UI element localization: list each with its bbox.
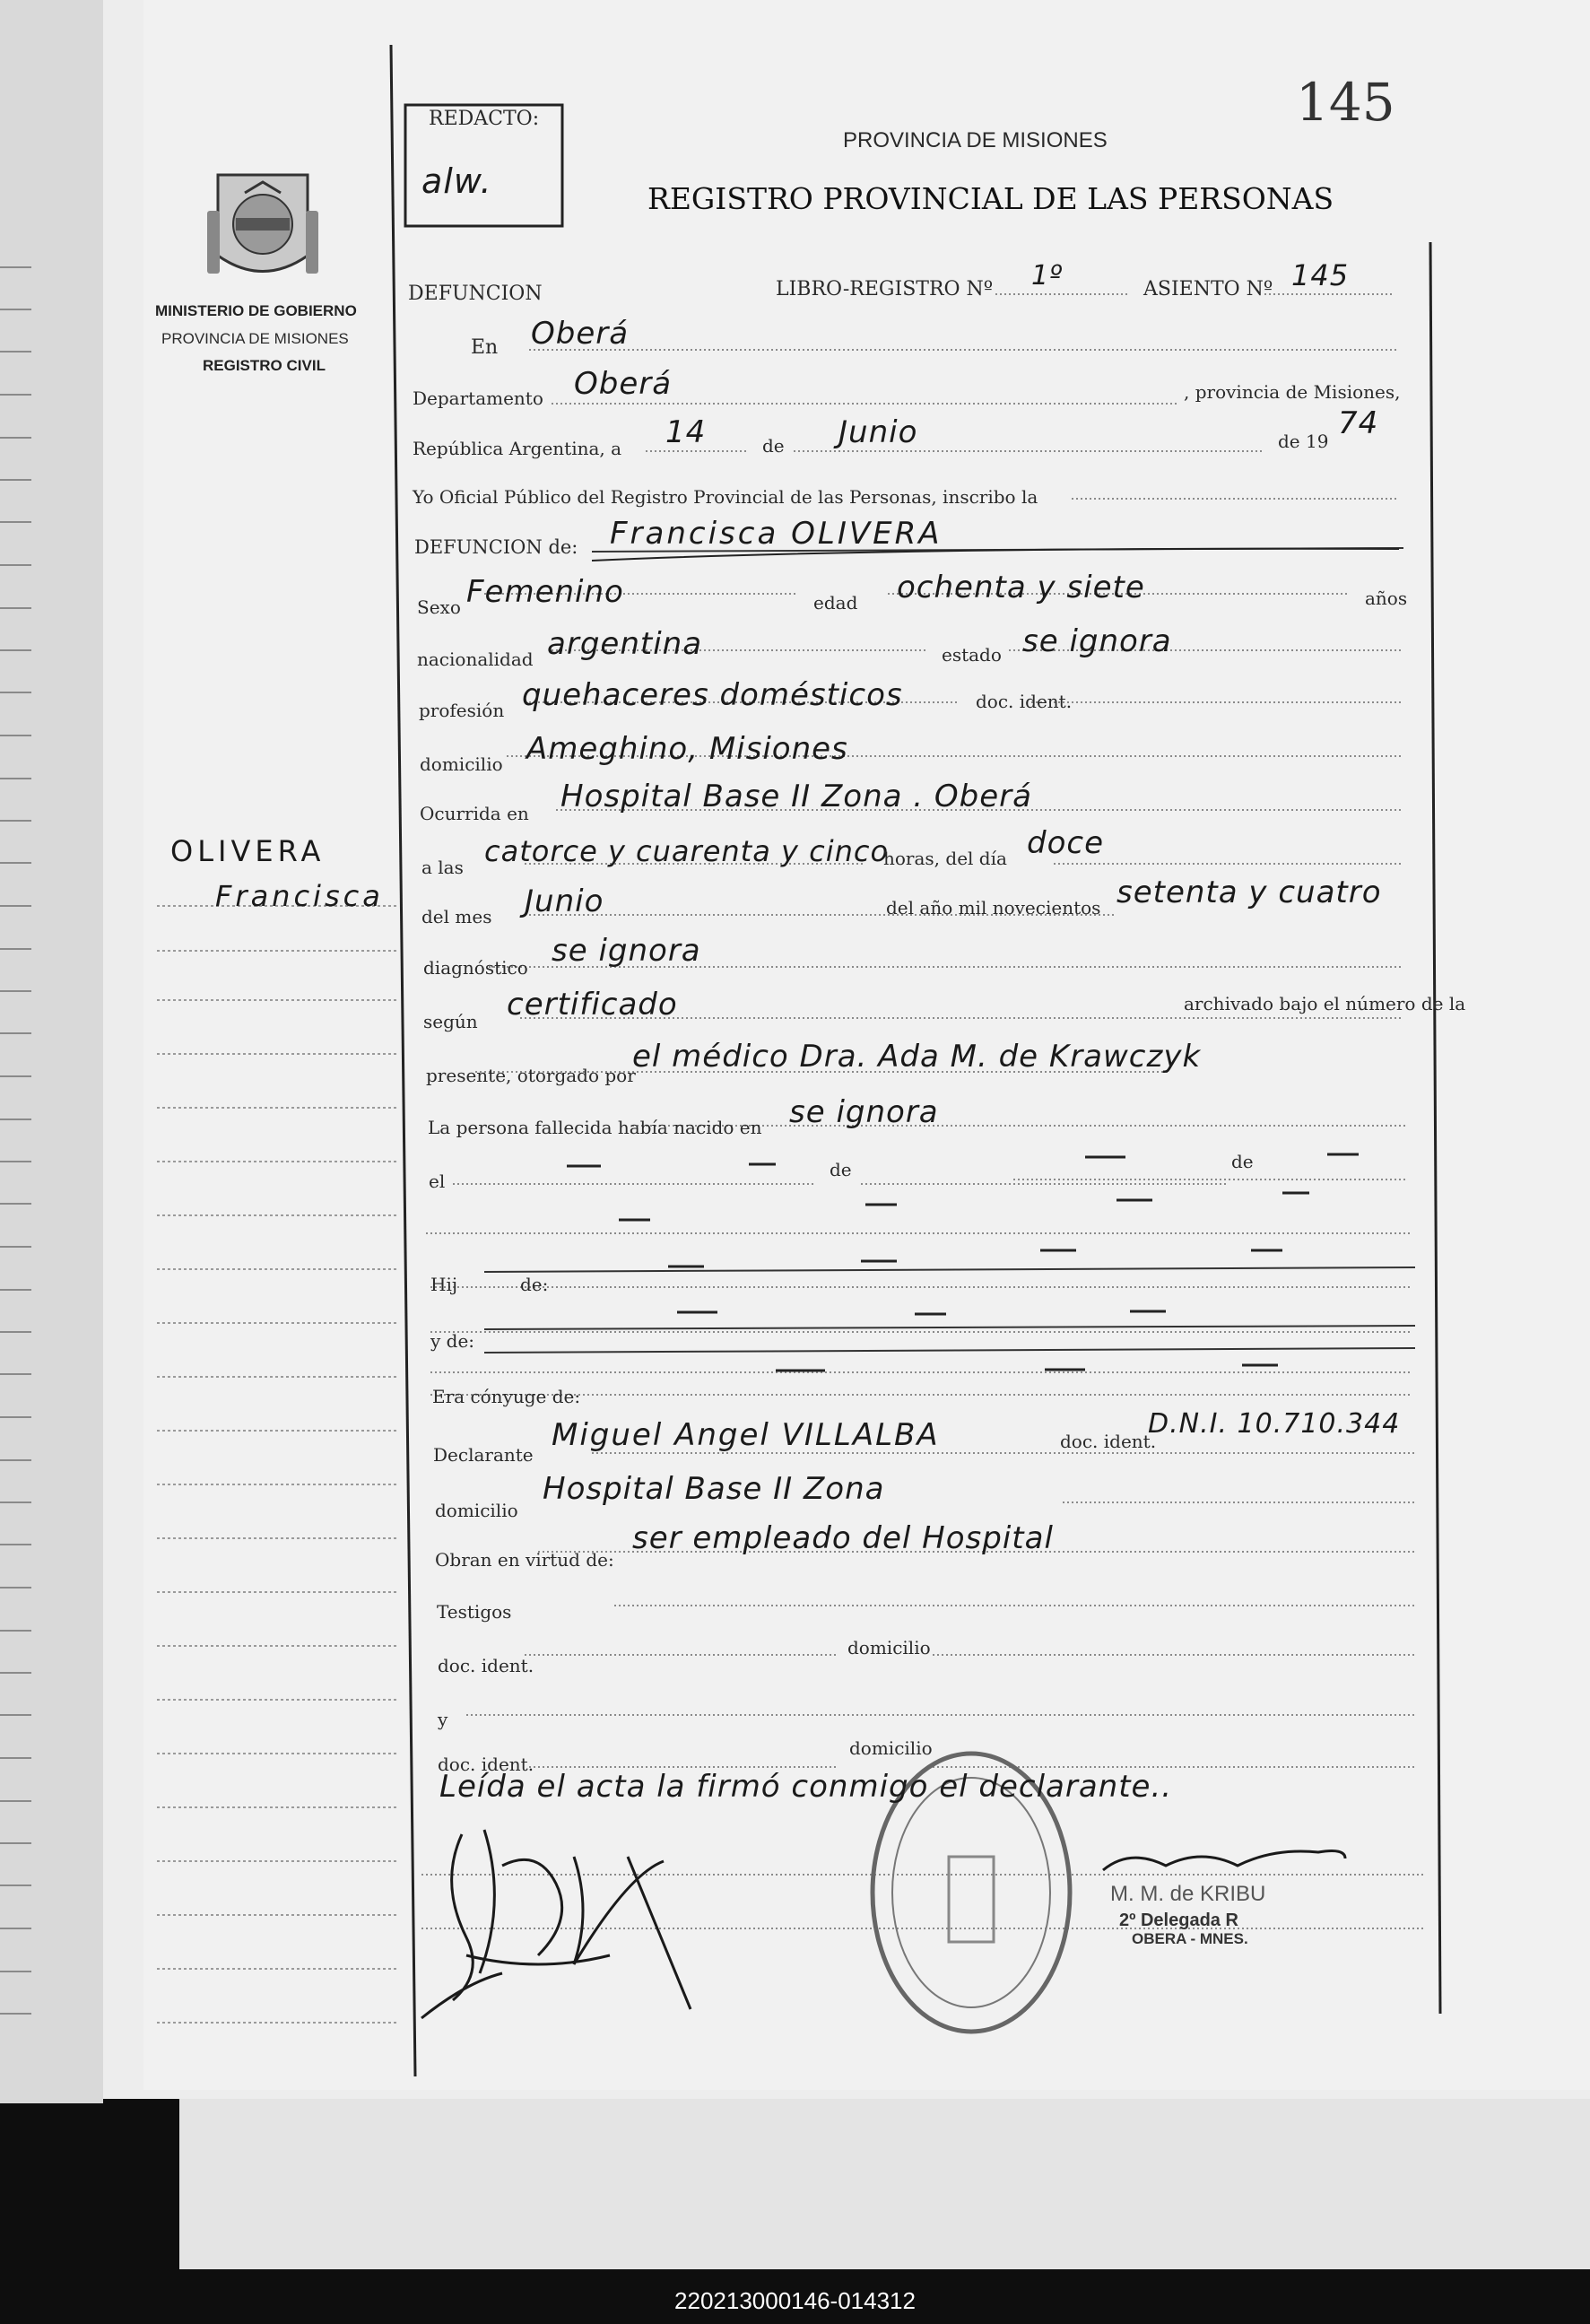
month-value: Junio bbox=[838, 414, 918, 450]
page-number: 145 bbox=[1296, 72, 1395, 133]
sexo-label: Sexo bbox=[417, 596, 461, 618]
departamento-value: Oberá bbox=[574, 366, 673, 402]
t-docident-label: doc. ident. bbox=[438, 1655, 534, 1676]
obran-label: Obran en virtud de: bbox=[435, 1549, 614, 1571]
edad-value: ochenta y siete bbox=[897, 570, 1145, 605]
republica-label: República Argentina, a bbox=[413, 438, 622, 459]
obran-value: ser empleado del Hospital bbox=[632, 1520, 1054, 1556]
delmes-label: del mes bbox=[421, 906, 492, 927]
oficial-text: Yo Oficial Público del Registro Provincial de las Personas, inscribo la bbox=[413, 486, 1038, 508]
de3-label: de bbox=[1231, 1151, 1254, 1172]
segun-value: certificado bbox=[507, 987, 678, 1023]
ministry-label: MINISTERIO DE GOBIERNO bbox=[155, 302, 357, 319]
nacido-value: se ignora bbox=[789, 1094, 939, 1130]
hij-label: Hij bbox=[430, 1274, 458, 1295]
horas-label: horas, del día bbox=[883, 848, 1007, 869]
province-label: PROVINCIA DE MISIONES bbox=[161, 330, 349, 347]
ocurrida-value: Hospital Base II Zona . Oberá bbox=[560, 779, 1032, 814]
presente-value: el médico Dra. Ada M. de Krawczyk bbox=[632, 1039, 1202, 1075]
decl-doc-value: D.N.I. 10.710.344 bbox=[1148, 1408, 1401, 1440]
asiento-value: 145 bbox=[1291, 258, 1350, 292]
decl-domicilio-label: domicilio bbox=[435, 1500, 518, 1521]
official-stamp-line2: 2º Delegada R bbox=[1119, 1911, 1238, 1930]
margin-surname: OLIVERA bbox=[170, 834, 326, 868]
registry-title: REGISTRO PROVINCIAL DE LAS PERSONAS bbox=[647, 181, 1334, 216]
deceased-name: Francisca OLIVERA bbox=[610, 516, 943, 552]
departamento-label: Departamento bbox=[413, 387, 543, 409]
declarante-label: Declarante bbox=[433, 1444, 534, 1466]
footer-document-id: 220213000146-014312 bbox=[674, 2287, 916, 2314]
province-header: PROVINCIA DE MISIONES bbox=[843, 128, 1108, 152]
declarant-signature bbox=[417, 1821, 704, 2027]
ocurrida-label: Ocurrida en bbox=[420, 803, 529, 824]
sexo-value: Femenino bbox=[466, 574, 624, 610]
profesion-value: quehaceres domésticos bbox=[522, 677, 903, 713]
docident-label: doc. ident. bbox=[976, 691, 1073, 712]
archivado-label: archivado bajo el número de la bbox=[1184, 993, 1466, 1014]
hora-value: catorce y cuarenta y cinco bbox=[484, 834, 890, 868]
estado-label: estado bbox=[942, 644, 1002, 666]
conyuge-label: Era cónyuge de: bbox=[432, 1386, 581, 1407]
official-stamp-line3: OBERA - MNES. bbox=[1132, 1930, 1248, 1947]
domicilio-value: Ameghino, Misiones bbox=[526, 731, 848, 767]
libro-label: LIBRO-REGISTRO Nº bbox=[776, 278, 994, 300]
testigos-label: Testigos bbox=[437, 1601, 512, 1623]
diagnostico-label: diagnóstico bbox=[423, 957, 528, 979]
el-label: el bbox=[429, 1171, 446, 1192]
day-value: 14 bbox=[665, 414, 707, 450]
nacionalidad-label: nacionalidad bbox=[417, 648, 534, 670]
registry-civil-label: REGISTRO CIVIL bbox=[203, 357, 326, 374]
t2-docident-label: doc. ident. bbox=[438, 1754, 534, 1775]
nacido-label: La persona fallecida había nacido en bbox=[428, 1117, 762, 1138]
redacto-label: REDACTO: bbox=[429, 108, 540, 130]
t2-domicilio-label: domicilio bbox=[849, 1737, 933, 1759]
declarante-value: Miguel Angel VILLALBA bbox=[552, 1417, 940, 1453]
anos-label: años bbox=[1365, 588, 1408, 609]
estado-value: se ignora bbox=[1022, 623, 1172, 659]
mes-value: Junio bbox=[525, 883, 604, 919]
yde-label: y de: bbox=[430, 1330, 475, 1352]
defuncion-de-label: DEFUNCION de: bbox=[414, 536, 578, 558]
anio-value: setenta y cuatro bbox=[1116, 875, 1382, 910]
redacto-initials: alw. bbox=[421, 161, 492, 201]
profesion-label: profesión bbox=[419, 700, 505, 721]
t-domicilio-label: domicilio bbox=[847, 1637, 931, 1658]
decl-docident-label: doc. ident. bbox=[1060, 1431, 1157, 1452]
official-stamp-line1: M. M. de KRIBU bbox=[1110, 1882, 1266, 1906]
y-label: y bbox=[438, 1709, 448, 1730]
libro-value: 1º bbox=[1031, 260, 1064, 292]
government-crest-icon bbox=[218, 175, 308, 287]
de2-label: de bbox=[830, 1159, 852, 1180]
decl-domicilio-value: Hospital Base II Zona bbox=[543, 1471, 885, 1507]
diagnostico-value: se ignora bbox=[552, 933, 701, 969]
closing-text: Leída el acta la firmó conmigo el declarante.. bbox=[439, 1769, 1173, 1805]
domicilio-label: domicilio bbox=[420, 753, 503, 775]
provincia-suffix: , provincia de Misiones, bbox=[1184, 381, 1401, 403]
en-label: En bbox=[471, 336, 499, 359]
act-type: DEFUNCION bbox=[408, 283, 543, 305]
hij-de-label: de: bbox=[520, 1274, 549, 1295]
anomil-label: del año mil novecientos bbox=[886, 897, 1101, 918]
official-round-stamp bbox=[870, 1754, 1072, 2032]
alas-label: a las bbox=[421, 857, 464, 878]
edad-label: edad bbox=[813, 592, 858, 614]
en-value: Oberá bbox=[531, 316, 630, 352]
de-label: de bbox=[762, 435, 785, 457]
year-value: 74 bbox=[1338, 405, 1379, 441]
delegate-signature bbox=[1099, 1839, 1350, 1875]
asiento-label: ASIENTO Nº bbox=[1143, 278, 1273, 300]
presente-label: presente, otorgado por bbox=[426, 1065, 636, 1086]
year-label: de 19 bbox=[1278, 431, 1329, 452]
segun-label: según bbox=[423, 1011, 478, 1032]
dia-value: doce bbox=[1027, 825, 1104, 861]
nacionalidad-value: argentina bbox=[547, 626, 703, 662]
margin-name: Francisca bbox=[215, 879, 384, 913]
